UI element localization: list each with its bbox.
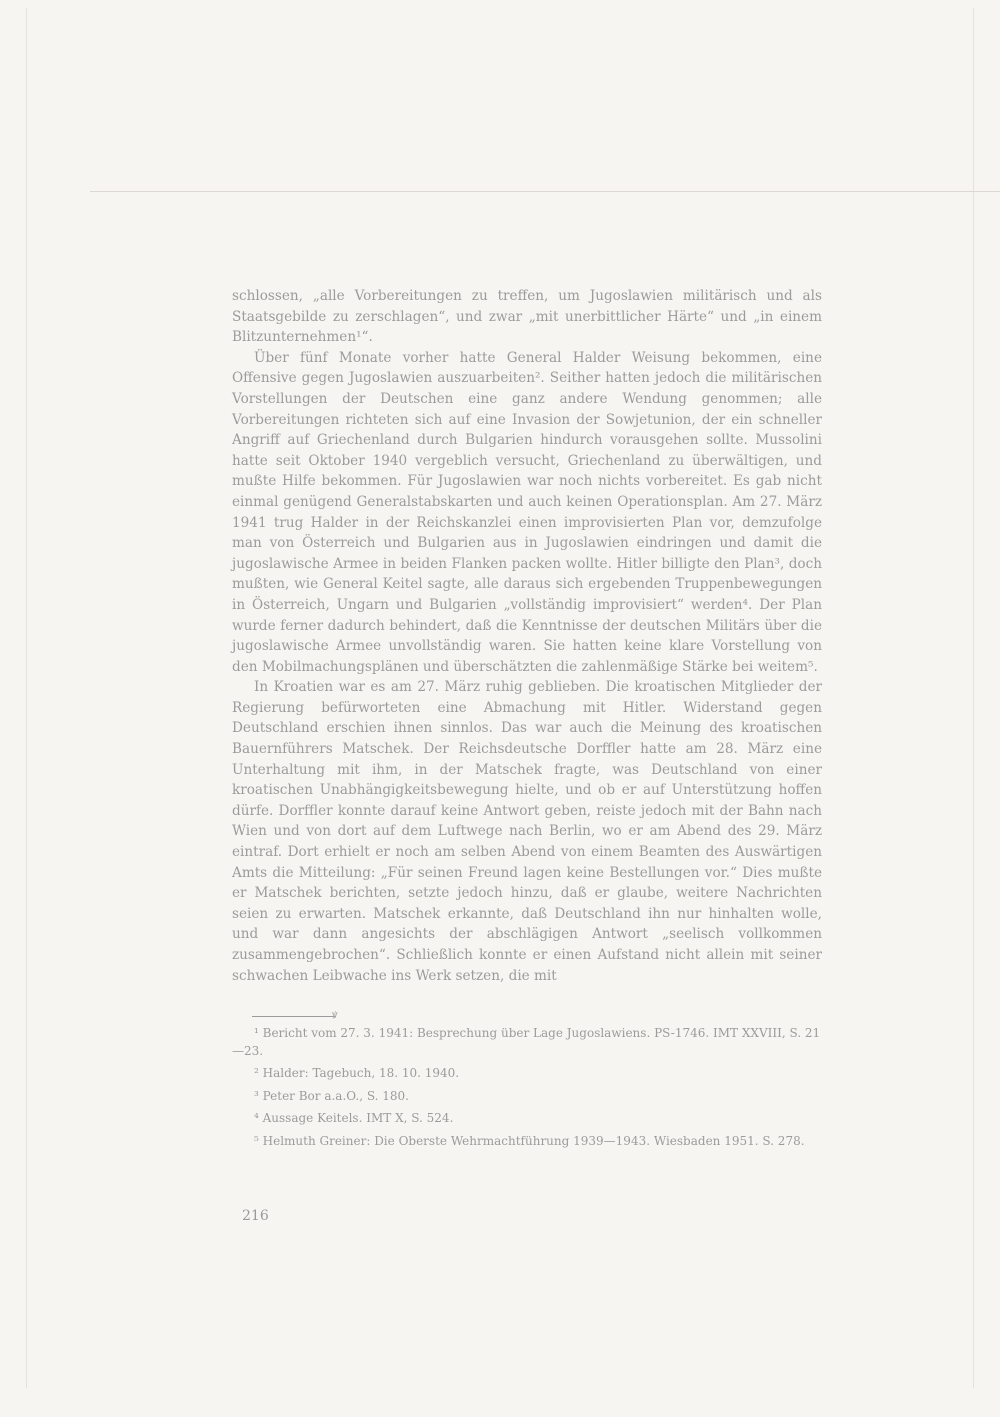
footnote-separator bbox=[252, 1008, 338, 1022]
page-content bbox=[232, 286, 822, 1155]
paragraph-3: In Kroatien war es am 27. März ruhig geblieben. Die kroatischen Mitglieder der Regierung befürworteten eine Abmachung mit Hitler. Widerstand gegen Deutschland erschien ihnen sinnlos. Das war auch die Meinung des kroatischen Bauernführers Matschek. Der Reichsdeutsche Dorffler hatte am 28. März eine Unterhaltung mit ihm, in der Matschek fragte, was Deutschland von einer kroatischen Unabhängigkeitsbewegung hielte, und ob er auf Unterstützung hoffen dürfe. Dorffler konnte darauf keine Antwort geben, reiste jedoch mit der Bahn nach Wien und von dort auf dem Luftwege nach Berlin, wo er am Abend des 29. März eintraf. Dort erhielt er noch am selben Abend von einem Beamten des Auswärtigen Amts die Mitteilung: „Für seinen Freund lagen keine Bestellungen vor.“ Dies mußte er Matschek berichten, setzte jedoch hinzu, daß er glaube, weitere Nachrichten seien zu erwarten. Matschek erkannte, daß Deutschland ihn nur hinhalten wolle, und war dann angesichts der abschlägigen Antwort „seelisch vollkommen zusammengebrochen“. Schließlich konnte er einen Aufstand nicht allein mit seiner schwachen Leibwache ins Werk setzen, die mit bbox=[232, 679, 822, 984]
pencil-mark-icon: ꝟ bbox=[332, 1008, 338, 1022]
footnote-1: ¹ Bericht vom 27. 3. 1941: Besprechung über Lage Jugoslawiens. PS-1746. IMT XXVIII, S. 21—23. bbox=[232, 1026, 821, 1058]
paragraph-2: Über fünf Monate vorher hatte General Halder Weisung bekommen, eine Offensive gegen Jugoslawien auszuarbeiten². Seither hatten jedoch die militärischen Vorstellungen der Deutschen eine ganz andere Wendung genommen; alle Vorbereitungen richteten sich auf eine Invasion der Sowjetunion, der ein schneller Angriff auf Griechenland durch Bulgarien hindurch vorausgehen sollte. Mussolini hatte seit Oktober 1940 vergeblich versucht, Griechenland zu überwältigen, und mußte Hilfe bekommen. Für Jugoslawien war noch nichts vorbereitet. Es gab nicht einmal genügend Generalstabskarten und auch keinen Operationsplan. Am 27. März 1941 trug Halder in der Reichskanzlei einen improvisierten Plan vor, demzufolge man von Österreich und Bulgarien aus in Jugoslawien eindringen und damit die jugoslawische Armee in beiden Flanken packen wollte. Hitler billigte den Plan³, doch mußten, wie General Keitel sagte, alle daraus sich ergebenden Truppenbewegungen in Österreich, Ungarn und Bulgarien „vollständig improvisiert“ werden⁴. Der Plan wurde ferner dadurch behindert, daß die Kenntnisse der deutschen Militärs über die jugoslawische Armee unvollständig waren. Sie hatten keine klare Vorstellung von den Mobilmachungsplänen und überschätzten die zahlenmäßige Stärke bei weitem⁵. bbox=[232, 349, 822, 675]
footnote-5: ⁵ Helmuth Greiner: Die Oberste Wehrmachtführung 1939—1943. Wiesbaden 1951. S. 278. bbox=[254, 1133, 805, 1148]
body-text bbox=[232, 286, 822, 986]
paragraph-1: schlossen, „alle Vorbereitungen zu treffen, um Jugoslawien militärisch und als Staatsgebilde zu zerschlagen“, und zwar „mit unerbittlicher Härte“ und „in einem Blitzunternehmen¹“. bbox=[232, 288, 822, 346]
footnote-4: ⁴ Aussage Keitels. IMT X, S. 524. bbox=[254, 1111, 454, 1126]
page-fold-line bbox=[90, 191, 1000, 192]
footnotes bbox=[232, 1025, 822, 1150]
footnote-3: ³ Peter Bor a.a.O., S. 180. bbox=[254, 1088, 409, 1103]
footnote-2: ² Halder: Tagebuch, 18. 10. 1940. bbox=[254, 1066, 460, 1081]
page-number: 216 bbox=[242, 1208, 269, 1224]
